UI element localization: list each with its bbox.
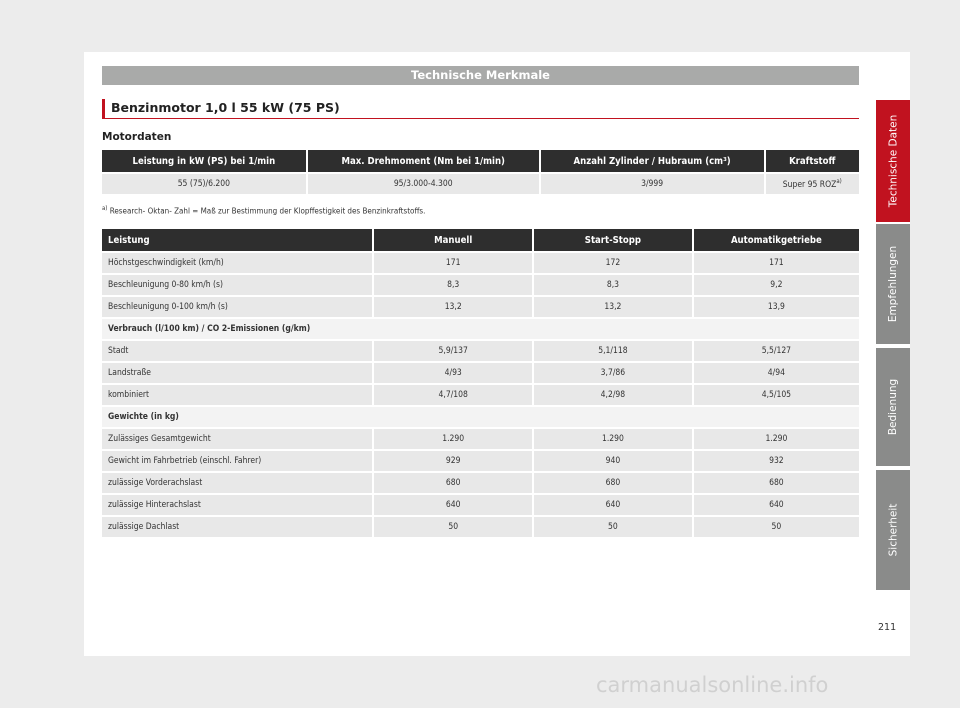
table-row bbox=[102, 429, 859, 449]
table-cell-fuel bbox=[766, 174, 859, 194]
tab-label: Bedienung bbox=[887, 378, 899, 436]
table-header-cell: Kraftstoff bbox=[766, 150, 859, 172]
fuel-value: Super 95 ROZ bbox=[782, 179, 837, 190]
table-cell: 13,2 bbox=[534, 297, 692, 317]
rows-performance bbox=[102, 253, 859, 317]
footnote-ref: a) bbox=[836, 178, 842, 186]
table-header-cell: Start-Stopp bbox=[534, 229, 692, 251]
table-cell: 4,7/108 bbox=[374, 385, 532, 405]
page-number: 211 bbox=[878, 622, 897, 633]
table-section-row bbox=[102, 319, 859, 339]
table-header-cell: Max. Drehmoment (Nm bei 1/min) bbox=[308, 150, 539, 172]
section-subtitle: Motordaten bbox=[102, 131, 172, 143]
table-cell: 929 bbox=[374, 451, 532, 471]
row-label: zulässige Hinterachslast bbox=[102, 495, 372, 515]
table-cell: 680 bbox=[694, 473, 859, 493]
table-cell: 940 bbox=[534, 451, 692, 471]
tab-label: Sicherheit bbox=[887, 503, 900, 557]
table-cell: 680 bbox=[374, 473, 532, 493]
table-row bbox=[102, 275, 859, 295]
table-cell: 640 bbox=[534, 495, 692, 515]
table-row bbox=[102, 253, 859, 273]
table-row bbox=[102, 517, 859, 537]
table-row bbox=[102, 341, 859, 361]
row-label: Höchstgeschwindigkeit (km/h) bbox=[102, 253, 372, 273]
row-label: zulässige Dachlast bbox=[102, 517, 372, 537]
section-consumption: Verbrauch (l/100 km) / CO 2-Emissionen (g/km) bbox=[102, 319, 859, 339]
footnote-text: Research- Oktan- Zahl = Maß zur Bestimmung der Klopffestigkeit des Benzinkraftstoffs. bbox=[109, 206, 426, 216]
table-cell: 4,5/105 bbox=[694, 385, 859, 405]
page-title: Benzinmotor 1,0 l 55 kW (75 PS) bbox=[102, 99, 859, 119]
table-cell: 55 (75)/6.200 bbox=[102, 174, 306, 194]
table-cell: 171 bbox=[374, 253, 532, 273]
performance-table bbox=[100, 227, 861, 539]
table-cell: 5,9/137 bbox=[374, 341, 532, 361]
table-cell: 640 bbox=[374, 495, 532, 515]
table-cell: 9,2 bbox=[694, 275, 859, 295]
tab-sicherheit[interactable] bbox=[876, 470, 910, 590]
tab-label: Empfehlungen bbox=[887, 245, 900, 323]
table-cell: 95/3.000-4.300 bbox=[308, 174, 539, 194]
table-row bbox=[102, 473, 859, 493]
row-label: kombiniert bbox=[102, 385, 372, 405]
table-cell: 932 bbox=[694, 451, 859, 471]
row-label: zulässige Vorderachslast bbox=[102, 473, 372, 493]
table-header-cell: Automatikgetriebe bbox=[694, 229, 859, 251]
table-cell: 13,9 bbox=[694, 297, 859, 317]
table-header-cell: Leistung in kW (PS) bei 1/min bbox=[102, 150, 306, 172]
table-row bbox=[102, 363, 859, 383]
table-cell: 50 bbox=[694, 517, 859, 537]
table-cell: 171 bbox=[694, 253, 859, 273]
row-label: Landstraße bbox=[102, 363, 372, 383]
table-cell: 5,5/127 bbox=[694, 341, 859, 361]
table-header-cell: Anzahl Zylinder / Hubraum (cm³) bbox=[541, 150, 764, 172]
chapter-banner: Technische Merkmale bbox=[102, 66, 859, 85]
table-row bbox=[102, 174, 859, 194]
table-cell: 50 bbox=[374, 517, 532, 537]
table-cell: 1.290 bbox=[694, 429, 859, 449]
tab-technische-daten[interactable] bbox=[876, 100, 910, 222]
table-cell: 8,3 bbox=[374, 275, 532, 295]
table-cell: 8,3 bbox=[534, 275, 692, 295]
row-label: Beschleunigung 0-100 km/h (s) bbox=[102, 297, 372, 317]
table-cell: 13,2 bbox=[374, 297, 532, 317]
table-row bbox=[102, 495, 859, 515]
table-cell: 680 bbox=[534, 473, 692, 493]
table-header-cell: Manuell bbox=[374, 229, 532, 251]
table-cell: 1.290 bbox=[534, 429, 692, 449]
table-cell: 640 bbox=[694, 495, 859, 515]
table-cell: 1.290 bbox=[374, 429, 532, 449]
table-cell: 4,2/98 bbox=[534, 385, 692, 405]
rows-consumption bbox=[102, 341, 859, 405]
row-label: Beschleunigung 0-80 km/h (s) bbox=[102, 275, 372, 295]
watermark: carmanualsonline.info bbox=[596, 673, 829, 697]
tab-empfehlungen[interactable] bbox=[876, 224, 910, 344]
footnote bbox=[102, 205, 425, 216]
tab-label: Technische Daten bbox=[887, 114, 900, 208]
row-label: Gewicht im Fahrbetrieb (einschl. Fahrer) bbox=[102, 451, 372, 471]
section-weights: Gewichte (in kg) bbox=[102, 407, 859, 427]
table-section-row bbox=[102, 407, 859, 427]
row-label: Stadt bbox=[102, 341, 372, 361]
row-label: Zulässiges Gesamtgewicht bbox=[102, 429, 372, 449]
footnote-marker: a) bbox=[102, 205, 108, 212]
table-cell: 172 bbox=[534, 253, 692, 273]
motor-data-table bbox=[100, 148, 861, 196]
table-row bbox=[102, 451, 859, 471]
table-cell: 3,7/86 bbox=[534, 363, 692, 383]
table-cell: 4/94 bbox=[694, 363, 859, 383]
table-row bbox=[102, 297, 859, 317]
table-header-row bbox=[102, 229, 859, 251]
table-cell: 5,1/118 bbox=[534, 341, 692, 361]
table-cell: 50 bbox=[534, 517, 692, 537]
table-cell: 4/93 bbox=[374, 363, 532, 383]
table-header-cell: Leistung bbox=[102, 229, 372, 251]
table-cell: 3/999 bbox=[541, 174, 764, 194]
rows-weights bbox=[102, 429, 859, 537]
table-row bbox=[102, 385, 859, 405]
tab-bedienung[interactable] bbox=[876, 348, 910, 466]
table-header-row bbox=[102, 150, 859, 172]
